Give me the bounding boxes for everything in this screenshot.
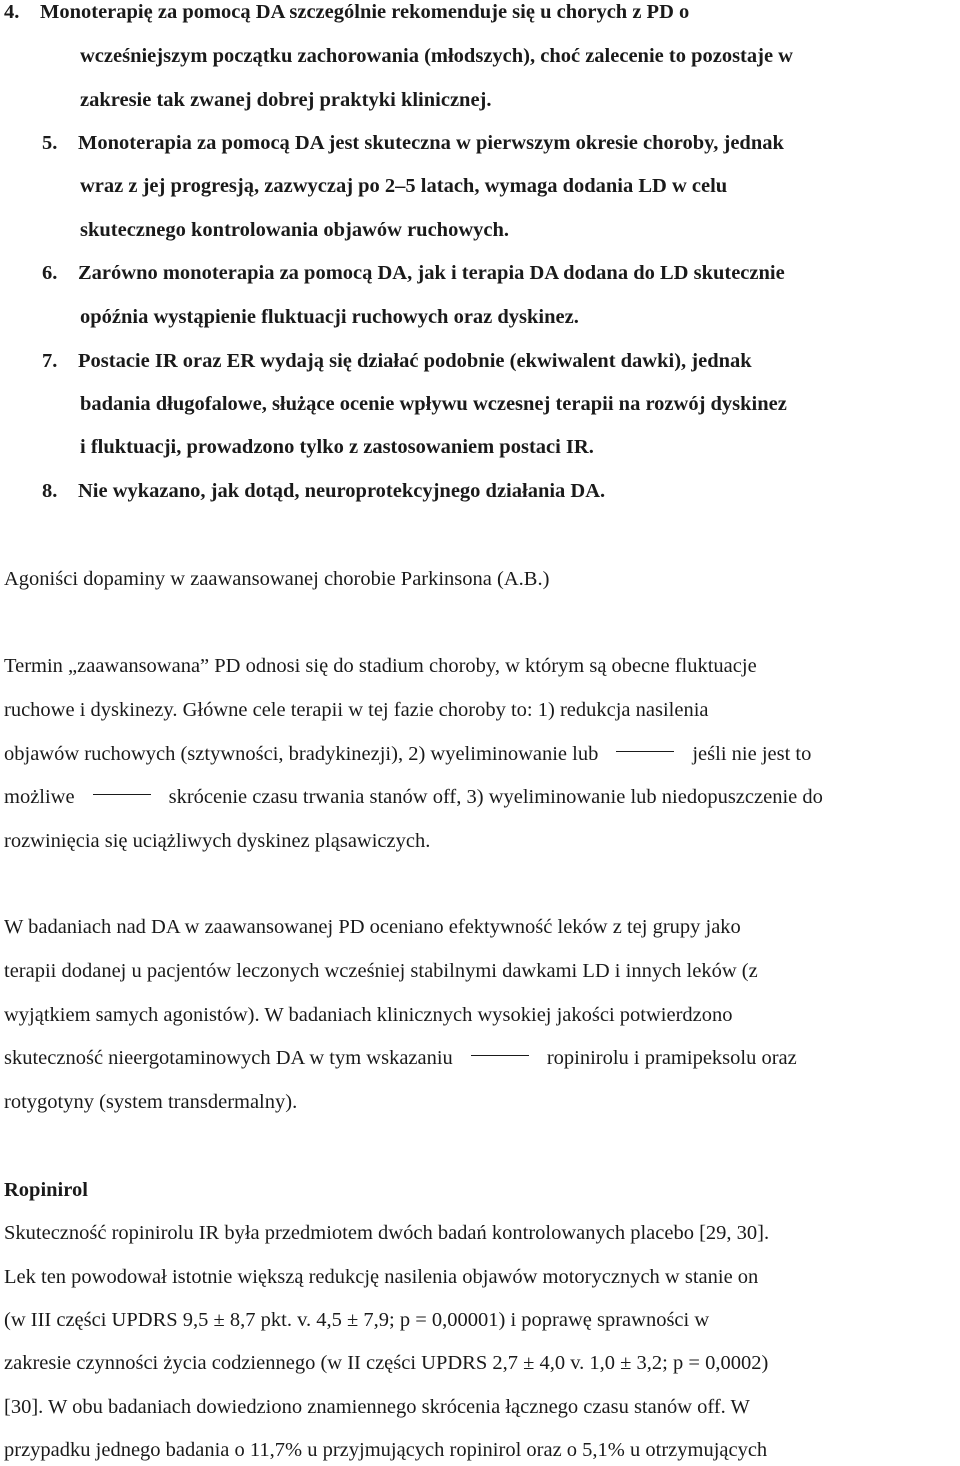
list-text-line: wcześniejszym początku zachorowania (młodszych), choć zalecenie to pozostaje w [80, 45, 793, 67]
text-segment: skuteczność nieergotaminowych DA w tym wskazaniu [4, 1047, 453, 1069]
paragraph-line: rotygotyny (system transdermalny). [4, 1091, 298, 1113]
list-text-line: i fluktuacji, prowadzono tylko z zastosowaniem postaci IR. [80, 436, 594, 458]
text-segment: skrócenie czasu trwania stanów off, 3) wyeliminowanie lub niedopuszczenie do [168, 786, 823, 808]
list-item [42, 477, 605, 505]
em-dash [616, 751, 674, 752]
list-text: Postacie IR oraz ER wydają się działać podobnie (ekwiwalent dawki), jednak [78, 350, 752, 372]
paragraph-line [4, 783, 823, 811]
paragraph-line: W badaniach nad DA w zaawansowanej PD oceniano efektywność leków z tej grupy jako [4, 916, 741, 938]
list-text-line: opóźnia wystąpienie fluktuacji ruchowych oraz dyskinez. [80, 306, 579, 328]
paragraph-line: Termin „zaawansowana” PD odnosi się do stadium choroby, w którym są obecne fluktuacje [4, 655, 757, 677]
paragraph-line: rozwinięcia się uciążliwych dyskinez pląsawiczych. [4, 830, 431, 852]
text-segment: jeśli nie jest to [692, 743, 812, 765]
section-heading: Agoniści dopaminy w zaawansowanej chorobie Parkinsona (A.B.) [4, 568, 550, 590]
list-number: 4. [4, 1, 20, 23]
text-segment: ropinirolu i pramipeksolu oraz [546, 1047, 797, 1069]
paragraph-line: Lek ten powodował istotnie większą redukcję nasilenia objawów motorycznych w stanie on [4, 1266, 759, 1288]
list-number: 7. [42, 350, 58, 372]
list-item [42, 129, 784, 157]
list-number: 8. [42, 480, 58, 502]
paragraph-line: [30]. W obu badaniach dowiedziono znamiennego skrócenia łącznego czasu stanów off. W [4, 1396, 750, 1418]
paragraph-line: Skuteczność ropinirolu IR była przedmiotem dwóch badań kontrolowanych placebo [29, 30]. [4, 1222, 770, 1244]
list-item [42, 259, 785, 287]
list-item [4, 0, 689, 26]
list-text: Monoterapia za pomocą DA jest skuteczna w pierwszym okresie choroby, jednak [78, 132, 784, 154]
paragraph-line [4, 1044, 797, 1072]
list-text-line: badania długofalowe, służące ocenie wpływu wczesnej terapii na rozwój dyskinez [80, 393, 787, 415]
list-text-line: wraz z jej progresją, zazwyczaj po 2–5 latach, wymaga dodania LD w celu [80, 175, 728, 197]
paragraph-line: wyjątkiem samych agonistów). W badaniach klinicznych wysokiej jakości potwierdzono [4, 1004, 733, 1026]
list-text: Zarówno monoterapia za pomocą DA, jak i terapia DA dodana do LD skutecznie [78, 262, 785, 284]
list-number: 5. [42, 132, 58, 154]
list-text: Monoterapię za pomocą DA szczególnie rekomenduje się u chorych z PD o [40, 1, 690, 23]
subsection-heading: Ropinirol [4, 1179, 88, 1201]
paragraph-line [4, 740, 811, 768]
paragraph-line: terapii dodanej u pacjentów leczonych wcześniej stabilnymi dawkami LD i innych leków (z [4, 960, 758, 982]
text-segment: objawów ruchowych (sztywności, bradykinezji), 2) wyeliminowanie lub [4, 743, 599, 765]
list-text: Nie wykazano, jak dotąd, neuroprotekcyjnego działania DA. [78, 480, 606, 502]
paragraph-line: zakresie czynności życia codziennego (w II części UPDRS 2,7 ± 4,0 v. 1,0 ± 3,2; p = 0,0002) [4, 1352, 769, 1374]
list-item [42, 347, 752, 375]
paragraph-line: ruchowe i dyskinezy. Główne cele terapii w tej fazie choroby to: 1) redukcja nasilenia [4, 699, 709, 721]
list-number: 6. [42, 262, 58, 284]
paragraph-line: przypadku jednego badania o 11,7% u przyjmujących ropinirol oraz o 5,1% u otrzymujących [4, 1439, 768, 1461]
paragraph-line: (w III części UPDRS 9,5 ± 8,7 pkt. v. 4,5 ± 7,9; p = 0,00001) i poprawę sprawności w [4, 1309, 710, 1331]
em-dash [93, 794, 151, 795]
em-dash [471, 1055, 529, 1056]
list-text-line: skutecznego kontrolowania objawów ruchowych. [80, 219, 509, 241]
list-text-line: zakresie tak zwanej dobrej praktyki klinicznej. [80, 89, 492, 111]
text-segment: możliwe [4, 786, 75, 808]
